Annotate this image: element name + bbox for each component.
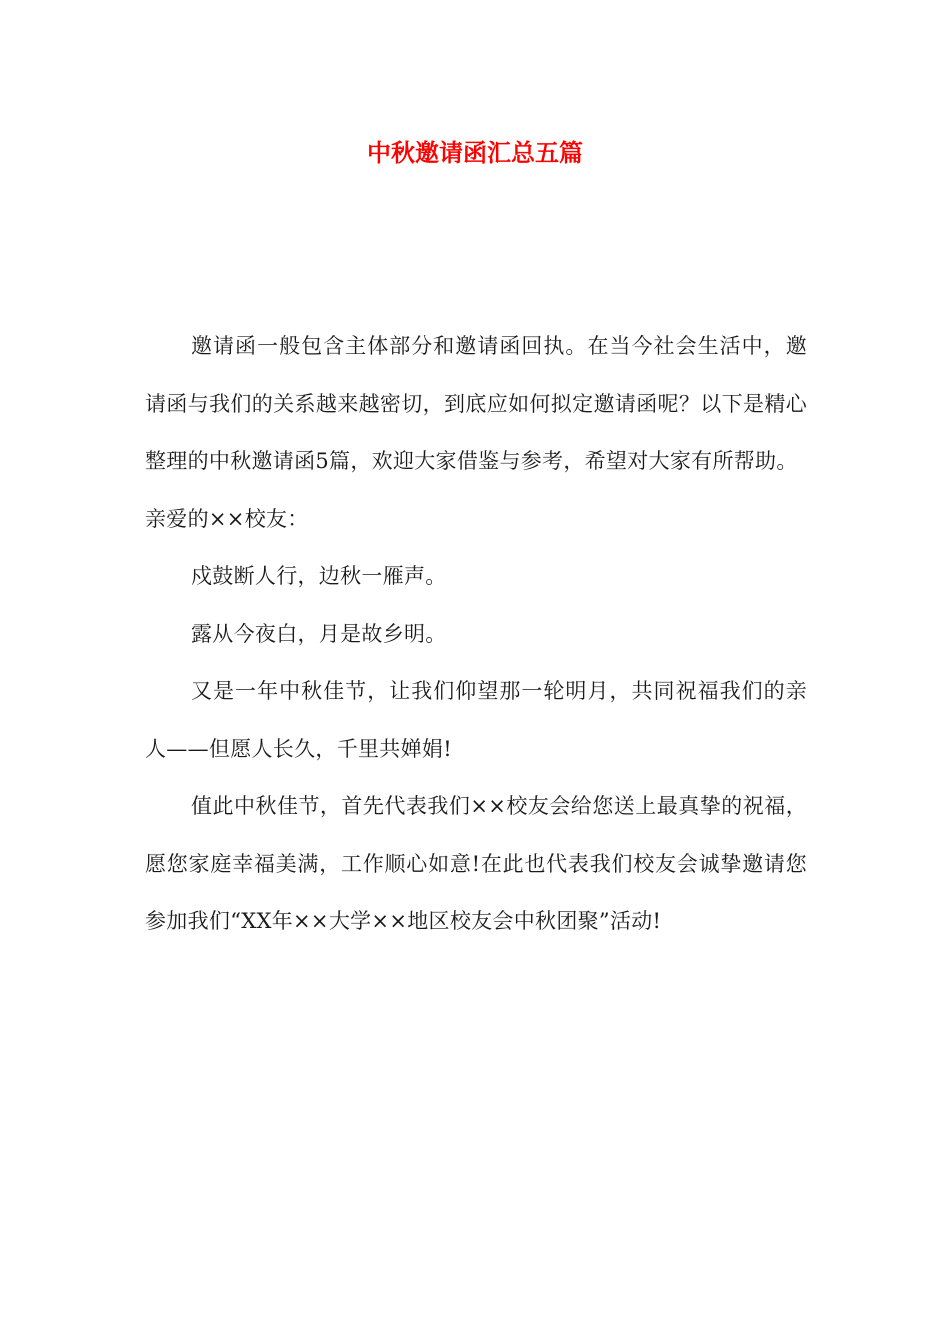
poem-line-1: 戍鼓断人行，边秋一雁声。 xyxy=(191,564,447,588)
invitation-paragraph: 值此中秋佳节，首先代表我们××校友会给您送上最真挚的祝福，愿您家庭幸福美满，工作顺心如意!在此也代表我们校友会诚挚邀请您参加我们“XX年××大学××地区校友会中秋团聚”活动! xyxy=(145,794,807,933)
poem-line-2: 露从今夜白，月是故乡明。 xyxy=(191,621,447,646)
festival-paragraph: 又是一年中秋佳节，让我们仰望那一轮明月，共同祝福我们的亲人——但愿人长久，千里共婵娟! xyxy=(145,679,807,761)
document-title: 中秋邀请函汇总五篇 xyxy=(367,139,583,167)
intro-paragraph: 邀请函一般包含主体部分和邀请函回执。在当今社会生活中，邀请函与我们的关系越来越密切，到底应如何拟定邀请函呢？以下是精心整理的中秋邀请函5篇，欢迎大家借鉴与参考，希望对大家有所帮助。 xyxy=(145,334,807,473)
document-body xyxy=(145,318,807,951)
salutation: 亲爱的××校友： xyxy=(145,506,309,531)
